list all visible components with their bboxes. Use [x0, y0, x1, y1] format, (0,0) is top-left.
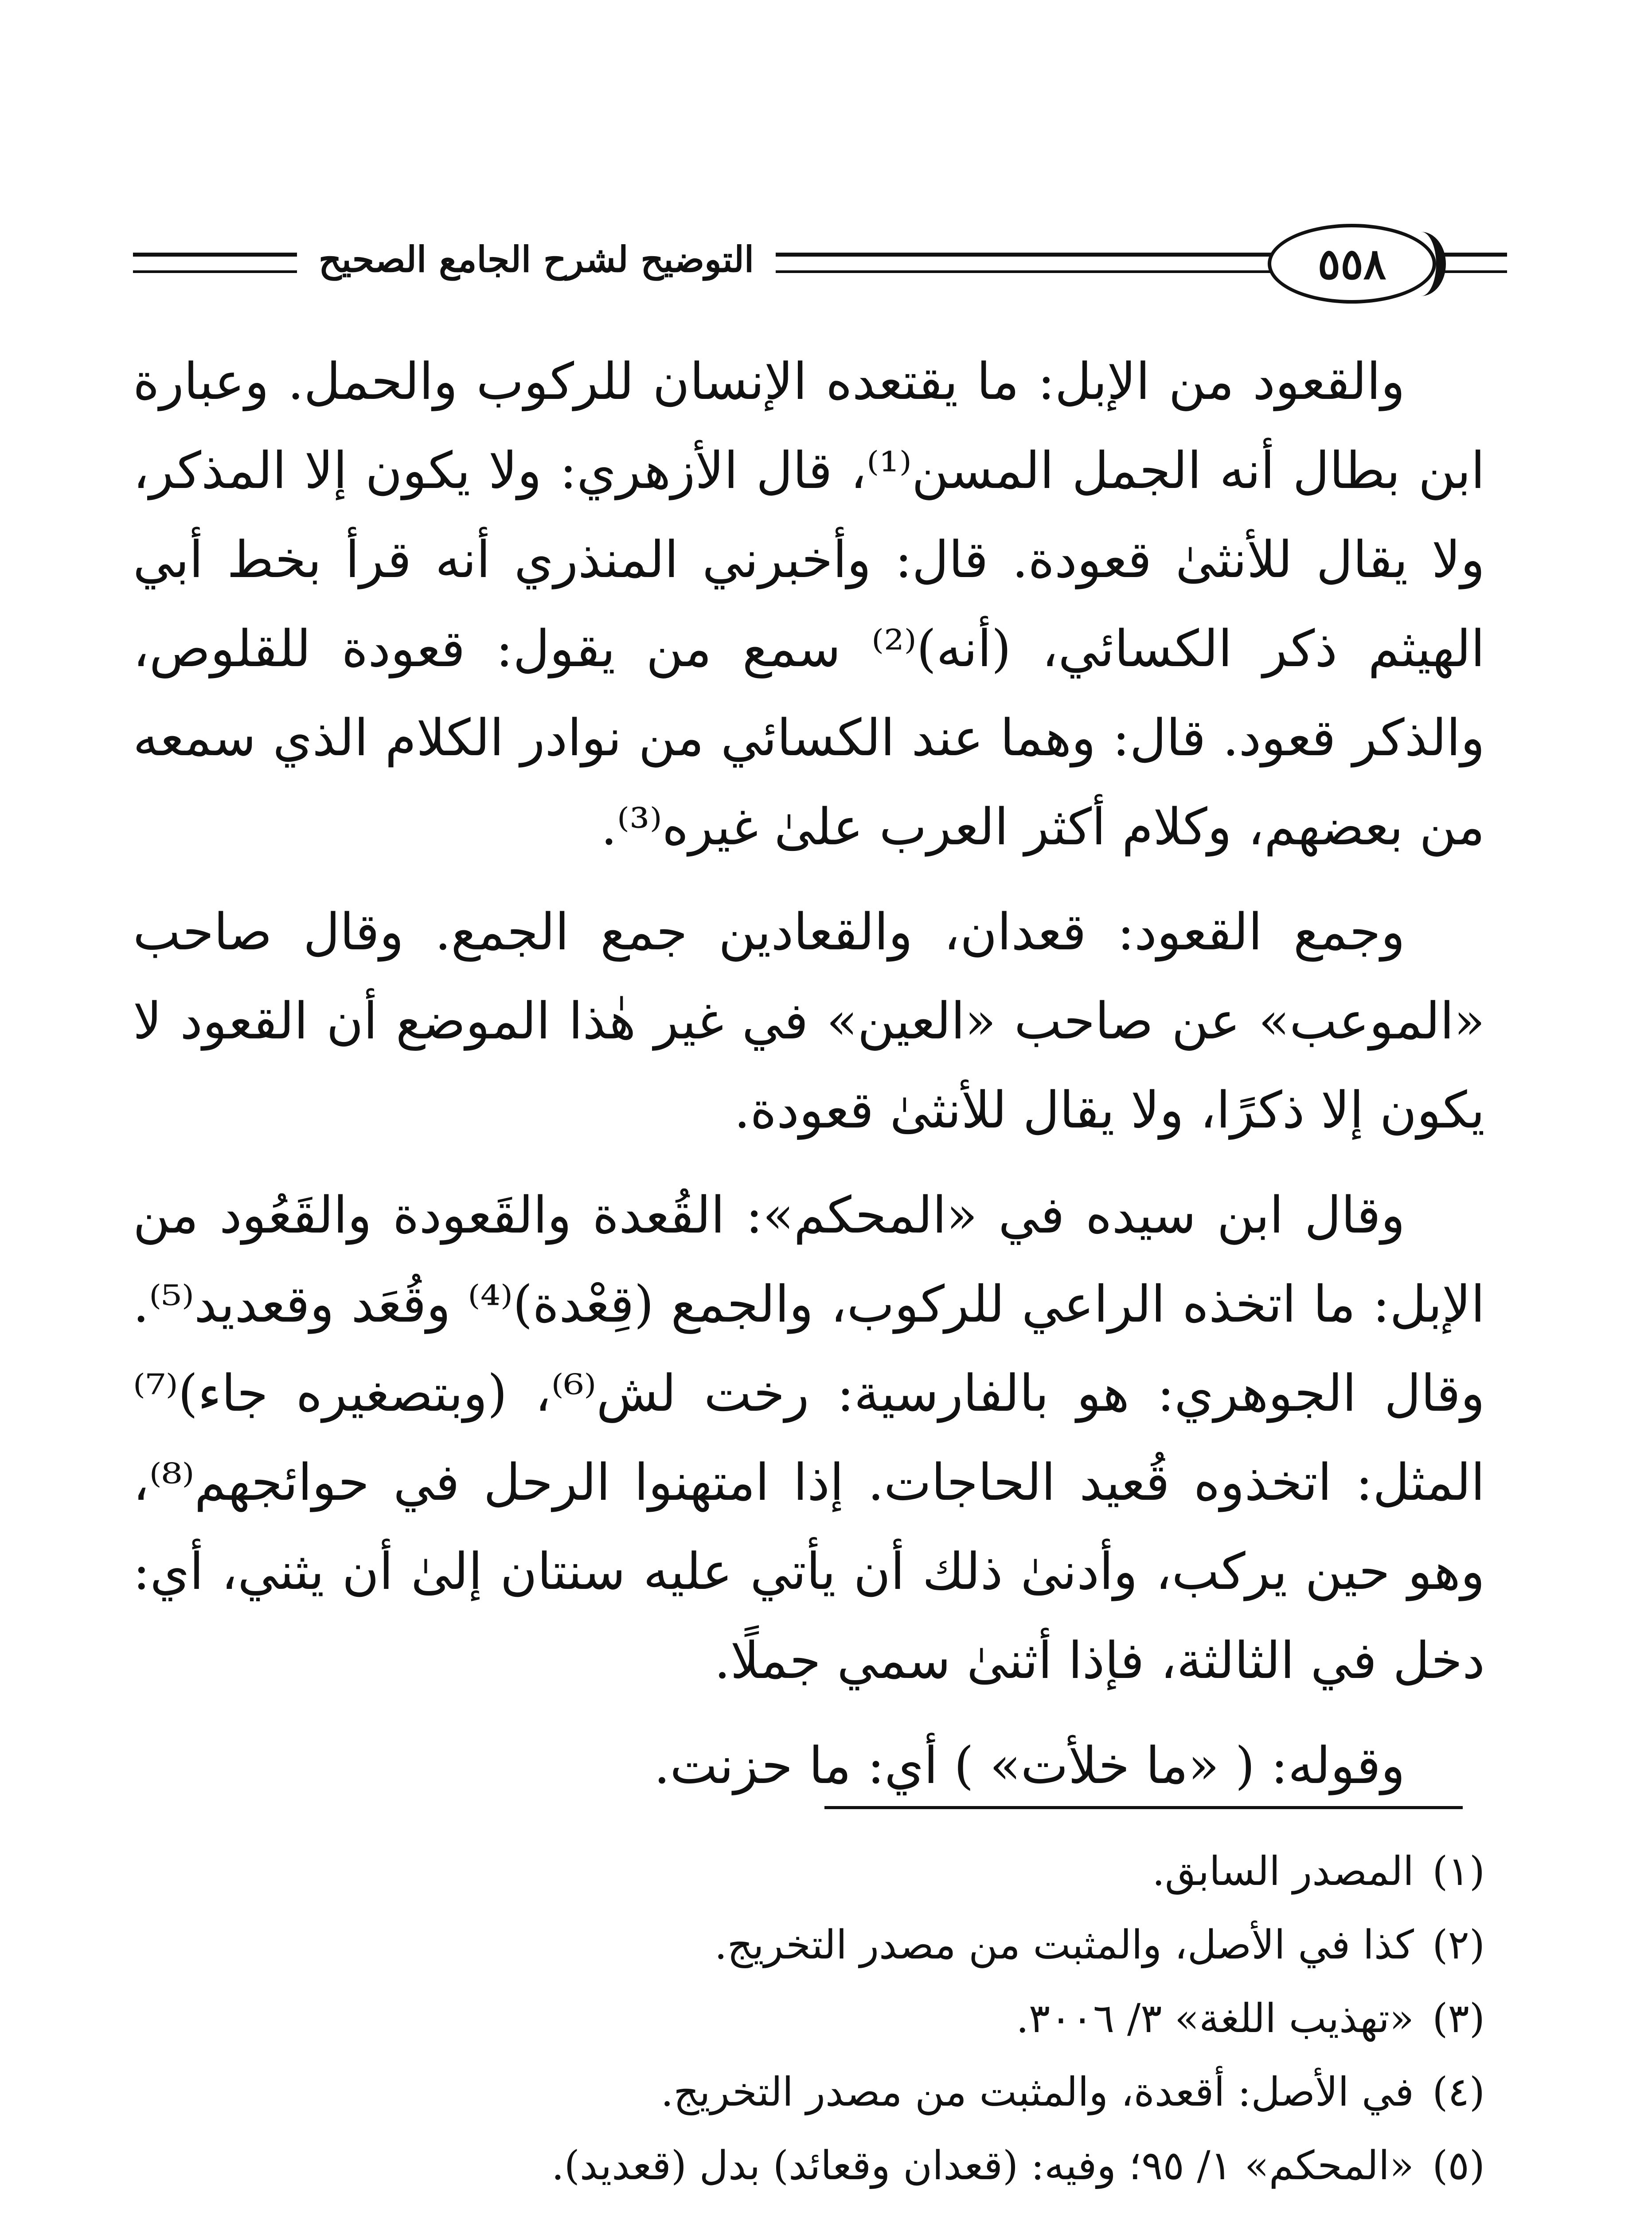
footnote	[133, 2203, 1485, 2216]
footnote	[133, 1908, 1485, 1982]
page-number-ornament	[1268, 224, 1436, 304]
page-number: ٥٥٨	[1317, 239, 1386, 289]
main-text	[133, 337, 1485, 1826]
paragraph: وقوله: ( «ما خلأت» ) أي: ما حزنت.	[654, 1736, 1405, 1795]
footnote-text: في الأصل: أقعدة، والمثبت من مصدر التخريج.	[660, 2069, 1414, 2115]
header-rule	[1441, 270, 1507, 273]
footnote-separator	[824, 1806, 1463, 1809]
paragraph: والقعود من الإبل: ما يقتعده الإنسان للركوب والحمل. وعبارة ابن بطال أنه الجمل المسن⁽¹⁾، قال الأزهري: ولا يكون إلا المذكر، ولا يقال للأنثىٰ قعودة. قال: وأخبرني المنذري أنه قرأ بخط أبي الهيثم ذكر الكسائي، (أنه)⁽²⁾ سمع من يقول: قعودة للقلوص، والذكر قعود. قال: وهما عند الكسائي من نوادر الكلام الذي سمعه من بعضهم، وكلام أكثر العرب علىٰ غيره⁽³⁾.	[133, 352, 1485, 856]
paragraph: وجمع القعود: قعدان، والقعادين جمع الجمع. وقال صاحب «الموعب» عن صاحب «العين» في غير هٰذا الموضع أن القعود لا يكون إلا ذكرًا، ولا يقال للأنثىٰ قعودة.	[133, 902, 1485, 1139]
footnote-number: (١)	[1432, 1848, 1485, 1895]
footnote-number: (٣)	[1432, 1995, 1485, 2042]
footnote	[133, 1982, 1485, 2056]
header-rule	[1441, 253, 1507, 257]
footnote-number: (٤)	[1432, 2069, 1485, 2115]
header-rule	[133, 270, 297, 273]
header-rule	[133, 253, 297, 257]
footnote-text: «تهذيب اللغة» ٣/ ٣٠٠٦.	[1016, 1995, 1414, 2042]
footnote-text: «المحكم» ١/ ٩٥؛ وفيه: (قعدان وقعائد) بدل (قعديد).	[551, 2142, 1414, 2189]
footnote	[133, 2129, 1485, 2203]
paragraph: وقال ابن سيده في «المحكم»: القُعدة والقَعودة والقَعُود من الإبل: ما اتخذه الراعي للركوب، والجمع (قِعْدة)⁽⁴⁾ وقُعَد وقعديد⁽⁵⁾. وقال الجوهري: هو بالفارسية: رخت لش⁽⁶⁾، (وبتصغيره جاء)⁽⁷⁾ المثل: اتخذوه قُعيد الحاجات. إذا امتهنوا الرحل في حوائجهم⁽⁸⁾، وهو حين يركب، وأدنىٰ ذلك أن يأتي عليه سنتان إلىٰ أن يثني، أي: دخل في الثالثة، فإذا أثنىٰ سمي جملًا.	[133, 1186, 1485, 1690]
footnote	[133, 1835, 1485, 1908]
footnote-number: (٢)	[1432, 1922, 1485, 1968]
footnote	[133, 2056, 1485, 2129]
footnote-text: كذا في الأصل، والمثبت من مصدر التخريج.	[714, 1922, 1414, 1968]
page-header	[133, 217, 1507, 315]
footnote-number	[1414, 2203, 1485, 2216]
footnote-text: المصدر السابق.	[1152, 1848, 1414, 1895]
footnote-number: (٥)	[1432, 2142, 1485, 2189]
running-title: التوضيح لشرح الجامع الصحيح	[318, 238, 754, 280]
footnotes	[133, 1835, 1485, 2216]
footnote-text	[133, 2203, 1414, 2216]
